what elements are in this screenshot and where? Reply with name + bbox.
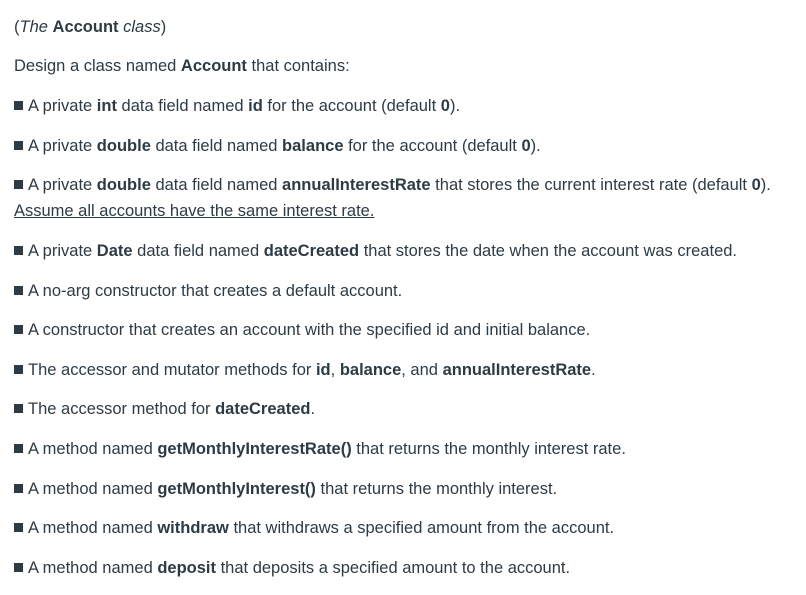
list-item: [14, 93, 794, 119]
list-item: [14, 278, 794, 304]
item-bold: 0: [440, 97, 450, 115]
item-text: that withdraws a specified amount from the account.: [228, 519, 615, 537]
item-bold: annualInterestRate: [442, 361, 592, 379]
square-bullet-icon: [14, 325, 23, 334]
item-text: A method named: [28, 480, 158, 498]
item-text: A private: [28, 137, 97, 155]
intro-class-name: Account: [180, 57, 247, 75]
item-text: that returns the monthly interest rate.: [351, 440, 626, 458]
item-text: The accessor method for: [28, 400, 216, 418]
intro-text-end: that contains:: [246, 57, 350, 75]
item-text: A method named: [28, 559, 158, 577]
square-bullet-icon: [14, 484, 23, 493]
list-item: [14, 133, 794, 159]
square-bullet-icon: [14, 246, 23, 255]
list-item: [14, 317, 794, 343]
item-text: ).: [760, 176, 771, 194]
item-bold: balance: [339, 361, 402, 379]
list-item: [14, 515, 794, 541]
item-text: A no-arg constructor that creates a default account.: [28, 282, 403, 300]
square-bullet-icon: [14, 444, 23, 453]
item-bold: withdraw: [157, 519, 229, 537]
item-bold: 0: [751, 176, 761, 194]
square-bullet-icon: [14, 141, 23, 150]
list-item: [14, 172, 794, 224]
item-bold: id: [248, 97, 263, 115]
item-text: A constructor that creates an account with the specified id and initial balance.: [28, 321, 591, 339]
item-bold: annualInterestRate: [282, 176, 431, 194]
item-text: for the account (default: [343, 137, 522, 155]
list-item: [14, 555, 794, 581]
heading-close-paren: ): [160, 18, 167, 36]
item-text: A private: [28, 242, 97, 260]
square-bullet-icon: [14, 563, 23, 572]
item-text: A method named: [28, 440, 158, 458]
list-item: [14, 238, 794, 264]
heading: [14, 14, 794, 40]
item-text: .: [591, 361, 596, 379]
item-text: .: [310, 400, 316, 418]
square-bullet-icon: [14, 180, 23, 189]
item-text: that returns the monthly interest.: [315, 480, 558, 498]
list-item: [14, 476, 794, 502]
list-item: [14, 357, 794, 383]
item-text: data field named: [150, 137, 283, 155]
item-text: ).: [530, 137, 541, 155]
intro-text: Design a class named: [14, 57, 181, 75]
item-bold: balance: [282, 137, 344, 155]
item-text: data field named: [132, 242, 264, 260]
list-item: [14, 436, 794, 462]
heading-open-paren: (: [14, 18, 20, 36]
item-text: A private: [28, 97, 97, 115]
square-bullet-icon: [14, 404, 23, 413]
item-bold: getMonthlyInterest(): [157, 480, 316, 498]
item-text: that stores the current interest rate (default: [430, 176, 752, 194]
heading-italic-pre: The: [19, 18, 53, 36]
list-item: [14, 396, 794, 422]
square-bullet-icon: [14, 365, 23, 374]
item-bold: dateCreated: [263, 242, 360, 260]
item-text: that deposits a specified amount to the account.: [216, 559, 571, 577]
square-bullet-icon: [14, 101, 23, 110]
item-text: ,: [330, 361, 340, 379]
item-text: , and: [401, 361, 443, 379]
item-bold: 0: [521, 137, 531, 155]
item-text: data field named: [116, 97, 249, 115]
item-bold: Date: [96, 242, 133, 260]
item-bold: int: [96, 97, 117, 115]
item-bold: double: [96, 137, 151, 155]
intro-paragraph: [14, 53, 794, 79]
item-bold: deposit: [157, 559, 217, 577]
heading-class-name: Account: [52, 18, 119, 36]
square-bullet-icon: [14, 523, 23, 532]
square-bullet-icon: [14, 286, 23, 295]
item-bold: dateCreated: [215, 400, 311, 418]
item-bold: id: [315, 361, 331, 379]
item-text: ).: [449, 97, 461, 115]
item-bold: getMonthlyInterestRate(): [157, 440, 352, 458]
item-bold: double: [96, 176, 151, 194]
heading-italic-post: class: [118, 18, 161, 36]
item-text: A private: [28, 176, 97, 194]
item-text: The accessor and mutator methods for: [28, 361, 316, 379]
item-text: A method named: [28, 519, 158, 537]
item-text: data field named: [150, 176, 283, 194]
item-text: for the account (default: [262, 97, 441, 115]
item-underlined-note: Assume all accounts have the same interest rate.: [14, 202, 375, 220]
item-text: that stores the date when the account was created.: [359, 242, 738, 260]
